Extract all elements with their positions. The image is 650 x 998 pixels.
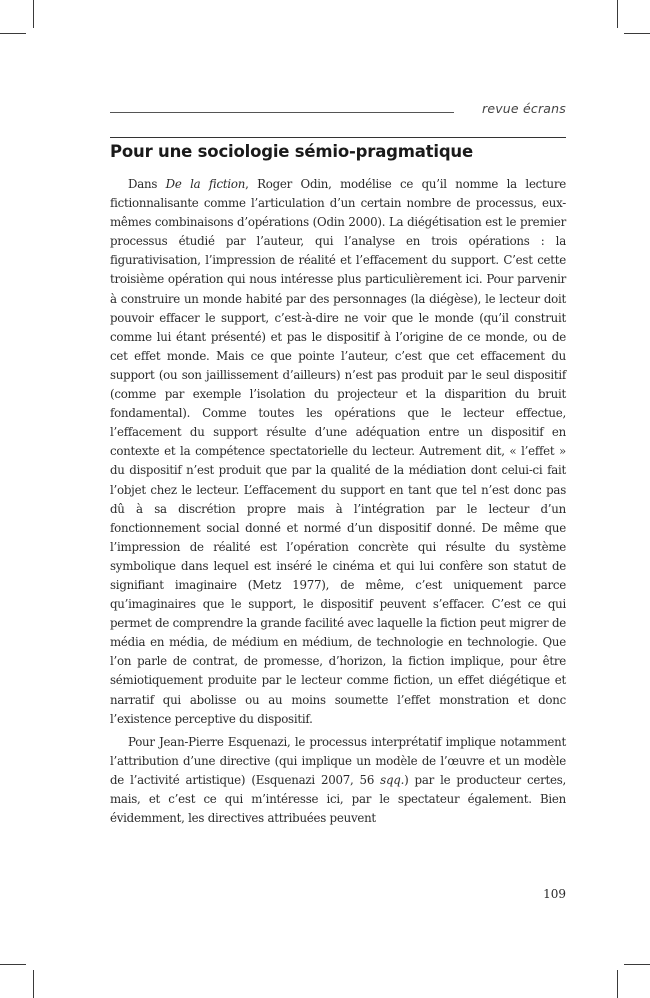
paragraph-text: , Roger Odin, modélise ce qu’il nomme la lecture fictionnalisante comme l’articulation d’un certain nombre de processus, eux-mêmes combinaisons d’opérations (Odin 2000). La diégétisation est le premier processus étudié par l’auteur, qui l’analyse en trois opérations : la figurativisation, l’impression de réalité et l’effacement du support. C’est cette troisième opération qui nous intéresse plus particulièrement ici. Pour parvenir à construire un monde habité par des personnages (la diégèse), le lecteur doit pouvoir effacer le support, c’est-à-dire ne voir que le monde (qu’il construit comme lui étant présenté) et pas le dispositif à l’origine de ce monde, ou de cet effet monde. Mais ce que pointe l’auteur, c’est que cet effacement du support (ou son jaillissement d’ailleurs) n’est pas produit par le seul dispositif (comme par exemple l’isolation du projecteur et la disparition du bruit fondamental). Comme toutes les opérations que le lecteur effectue, l’effacement du support résulte d’une adéquation entre un dispositif en contexte et la compétence spectatorielle du lecteur. Autrement dit, « l’effet » du dispositif n’est produit que par la qualité de la médiation dont celui-ci fait l’objet chez le lecteur. L’effacement du support en tant que tel n’est donc pas dû à sa discrétion propre mais à l’intégration par le lecteur d’un fonctionnement social donné et normé d’un dispositif donné. De même que l’impression de réalité est l’opération concrète qui résulte du système symbolique dans lequel est inséré le cinéma et qui lui confère son statut de signifiant imaginaire (Metz 1977), de même, c’est uniquement parce qu’imaginaires que le support, le dispositif peuvent s’effacer. C’est ce qui permet de comprendre la grande facilité avec laquelle la fiction peut migrer de média en média, de médium en médium, de technologie en technologie. Que l’on parle de contrat, de promesse, d’horizon, la fiction implique, pour être sémiotiquement produite par le lecteur comme fiction, un effet diégétique et narratif qui abolisse ou au moins soumette l’effet monstration et donc l’existence perceptive du dispositif. [110, 177, 566, 726]
paragraph [110, 733, 566, 828]
header-rule [110, 112, 454, 113]
crop-mark-top-right-vertical [617, 0, 618, 28]
crop-mark-bottom-left-horizontal [0, 964, 26, 965]
crop-mark-bottom-right-vertical [617, 970, 618, 998]
crop-mark-top-left-vertical [33, 0, 34, 28]
paragraph-text: Pour Jean-Pierre Esquenazi, le processus interprétatif implique notamment l’attribution d’une directive (qui implique un modèle de l’œuvre et un modèle de l’activité artistique) (Esquenazi 2007, 56 [110, 734, 566, 787]
latin-abbreviation: sqq. [380, 772, 405, 787]
crop-mark-bottom-right-horizontal [624, 964, 650, 965]
crop-mark-top-right-horizontal [624, 33, 650, 34]
paragraph-text: Dans [128, 177, 166, 191]
crop-mark-top-left-horizontal [0, 33, 26, 34]
book-title: De la fiction [165, 177, 246, 191]
paragraph [110, 175, 566, 729]
journal-name: revue écrans [481, 101, 566, 116]
section-title: Pour une sociologie sémio-pragmatique [110, 142, 473, 161]
section-top-rule [110, 137, 566, 138]
paragraph-text: ) par le producteur certes, mais, et c’est ce qui m’intéresse ici, par le spectateur également. Bien évidemment, les directives attribuées peuvent [110, 772, 567, 826]
article-body [110, 175, 566, 828]
page-number: 109 [543, 887, 566, 901]
crop-mark-bottom-left-vertical [33, 970, 34, 998]
running-header [110, 100, 566, 116]
